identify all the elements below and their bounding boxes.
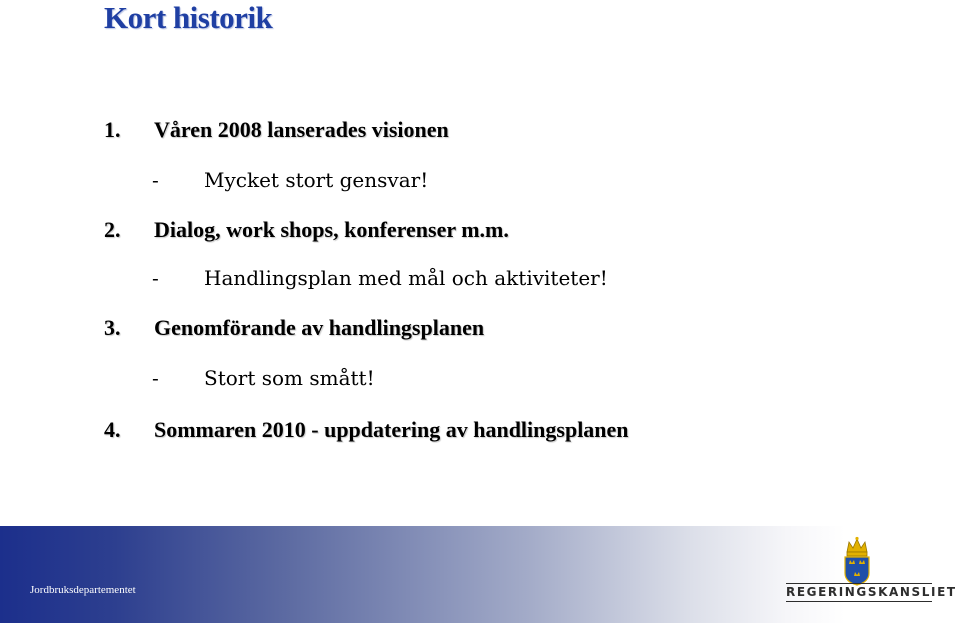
sub-item-dash: - (152, 168, 159, 192)
sub-item-dash: - (152, 266, 159, 290)
list-item (104, 417, 864, 447)
logo-rule-bottom (786, 601, 932, 602)
list-item-number: 1. (104, 117, 121, 142)
sub-item (152, 366, 752, 394)
three-crowns-shield-icon (845, 557, 869, 585)
slide-title: Kort historik (104, 0, 273, 35)
list-item-number: 3. (104, 315, 121, 340)
list-item-text: Sommaren 2010 - uppdatering av handlingsplanen (154, 417, 629, 442)
list-item-text: Dialog, work shops, konferenser m.m. (154, 217, 509, 242)
logo-wordmark: REGERINGSKANSLIET (786, 585, 957, 599)
list-item-text: Våren 2008 lanserades visionen (154, 117, 449, 142)
list-item-text: Genomförande av handlingsplanen (154, 315, 485, 340)
department-name: Jordbruksdepartementet (30, 584, 136, 596)
list-item (104, 117, 804, 147)
sub-item-text: Stort som smått! (204, 366, 375, 390)
list-item (104, 217, 804, 247)
crown-icon (847, 537, 867, 556)
sub-item (152, 168, 752, 196)
sub-item-dash: - (152, 366, 159, 390)
sub-item-text: Mycket stort gensvar! (204, 168, 429, 192)
list-item-number: 2. (104, 217, 121, 242)
list-item-number: 4. (104, 417, 121, 442)
sub-item (152, 266, 752, 294)
list-item (104, 315, 804, 345)
logo-rule-top (786, 583, 932, 584)
sub-item-text: Handlingsplan med mål och aktiviteter! (204, 266, 608, 290)
government-logo (786, 536, 957, 616)
